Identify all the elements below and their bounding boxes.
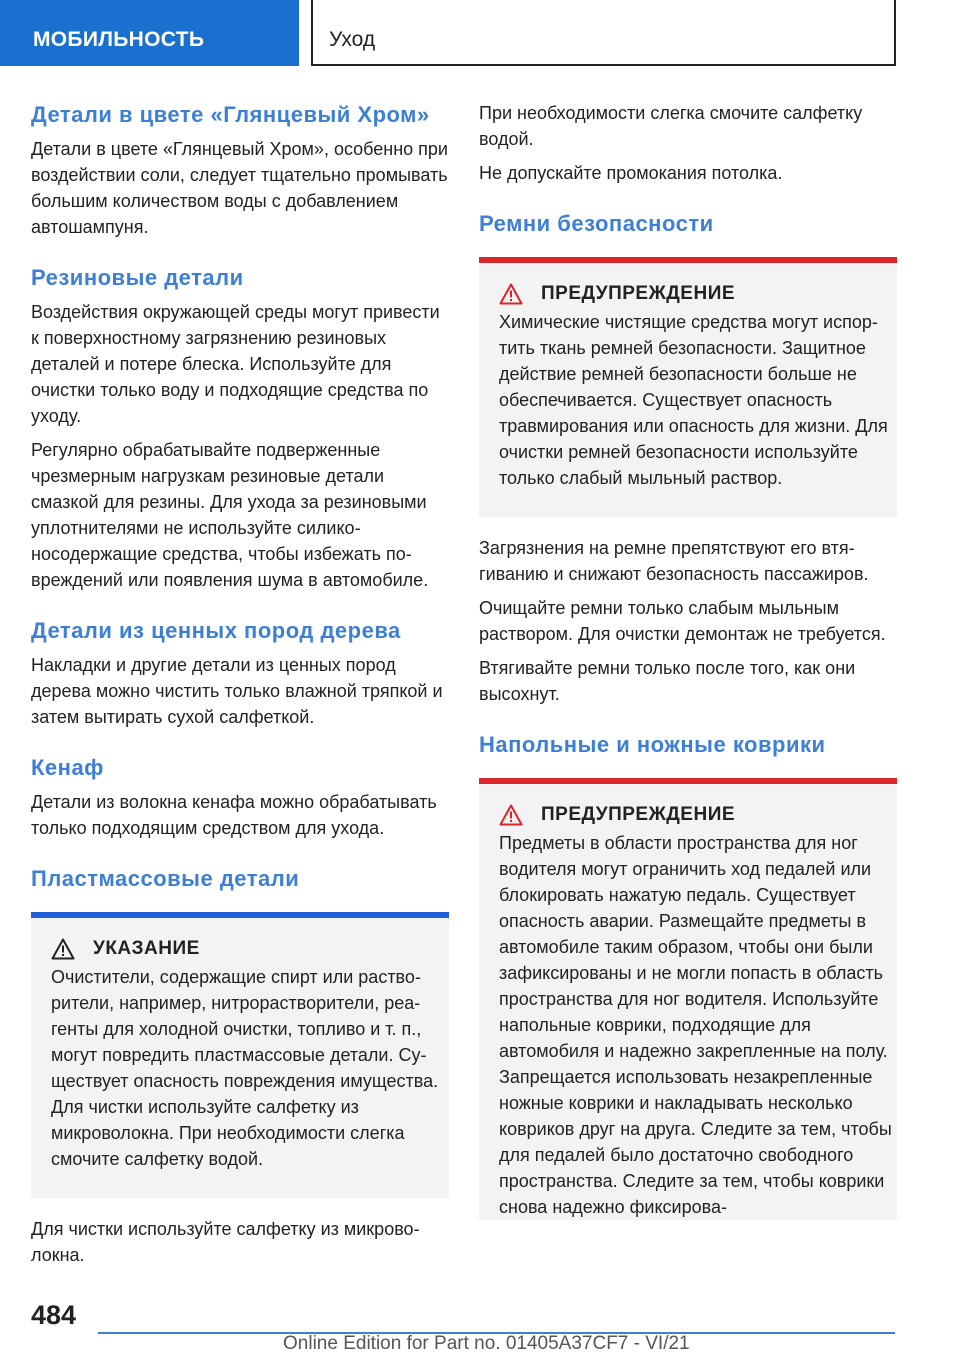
warning-text-floor-mats: Предметы в области пространства для ног водителя могут ограничить ход педалей или блокировать нажатую педаль. Существует опасность аварии. Размещайте предметы в автомобиле таким образом, чтобы они были зафиксированы и не могли попасть в область пространства для ног водителя. Используйте напольные коврики, подходящие для автомобиля и надежно закрепленные на полу. Запрещается использовать незакрепленные ножные коврики и накладывать несколько ковриков друг на друга. Следите за тем, чтобы для педалей было достаточно свободного пространства. Следите за тем, чтобы коврики снова надежно фиксирова-: [499, 833, 892, 1217]
heading-seatbelts: Ремни безопасности: [479, 211, 714, 236]
page-number: 484: [31, 1300, 77, 1330]
heading-rubber: Резиновые детали: [31, 265, 244, 290]
text-seatbelts-3: Втягивайте ремни только после того, как они высохнут.: [479, 658, 856, 704]
warning-title: ПРЕДУПРЕЖДЕНИЕ: [541, 283, 736, 304]
note-box-plastic: [31, 912, 449, 1198]
footer-edition: Online Edition for Part no. 01405A37CF7 - VI/21: [283, 1333, 690, 1354]
note-title: УКАЗАНИЕ: [93, 938, 200, 959]
heading-chrome: Детали в цвете «Глянцевый Хром»: [31, 102, 430, 127]
left-column: [31, 100, 449, 1276]
warning-triangle-icon: [51, 938, 75, 960]
heading-floor-mats: Напольные и ножные коврики: [479, 732, 826, 757]
text-rubber-1: Воздействия окружающей среды могут привести к поверхностному загрязнению резиновых деталей и потере блеска. Используйте для очистки только воду и подходящие средства по уходу.: [31, 302, 440, 426]
heading-kenaf: Кенаф: [31, 755, 104, 780]
text-rubber-2: Регулярно обрабатывайте подверженные чрезмерным нагрузкам резиновые детали смазкой для резины. Для ухода за резиновыми уплотнителями не используйте силиконосодержащие средства, чтобы избежать повреждений или появления шума в автомобиле.: [31, 440, 429, 590]
warning-title: ПРЕДУПРЕЖДЕНИЕ: [541, 804, 736, 825]
heading-wood: Детали из ценных пород дерева: [31, 618, 401, 643]
text-plastic: Для чистки используйте салфетку из микроволокна.: [31, 1219, 420, 1265]
text-seatbelts-1: Загрязнения на ремне препятствуют его втягиванию и снижают безопасность пассажиров.: [479, 538, 869, 584]
section-tab: МОБИЛЬНОСТЬ: [0, 0, 299, 66]
right-column: [479, 100, 897, 1238]
warning-triangle-icon: [499, 804, 523, 826]
text-chrome: Детали в цвете «Глянцевый Хром», особенно при воздействии соли, следует тщательно промывать большим количеством воды с добавлением автошампуня.: [31, 139, 448, 237]
warning-box-floor-mats: [479, 778, 897, 1220]
heading-plastic: Пластмассовые детали: [31, 866, 300, 891]
chapter-title: Уход: [329, 28, 376, 51]
text-wood: Накладки и другие детали из ценных пород дерева можно чистить только влажной тряпкой и затем вытирать сухой салфеткой.: [31, 655, 443, 727]
text-ceiling-1: При необходимости слегка смочите салфетку водой.: [479, 103, 863, 149]
chapter-header: [311, 0, 896, 66]
note-text-plastic: Очистители, содержащие спирт или растворители, например, нитрорастворители, реагенты для холодной очистки, топливо и т. п., могут повредить пластмассовые детали. Существует опасность повреждения имущества. Для чистки используйте салфетку из микроволокна. При необходимости слегка смочите салфетку водой.: [51, 967, 439, 1169]
text-ceiling-2: Не допускайте промокания потолка.: [479, 163, 783, 183]
warning-triangle-icon: [499, 283, 523, 305]
text-seatbelts-2: Очищайте ремни только слабым мыльным раствором. Для очистки демонтаж не требуется.: [479, 598, 886, 644]
warning-box-seatbelts: [479, 257, 897, 517]
text-kenaf: Детали из волокна кенафа можно обрабатывать только подходящим средством для ухода.: [31, 792, 437, 838]
warning-text-seatbelts: Химические чистящие средства могут испортить ткань ремней безопасности. Защитное действие ремней безопасности больше не обеспечивается. Существует опасность травмирования или опасность для жизни. Для очистки ремней безопасности используйте только слабый мыльный раствор.: [499, 312, 888, 488]
